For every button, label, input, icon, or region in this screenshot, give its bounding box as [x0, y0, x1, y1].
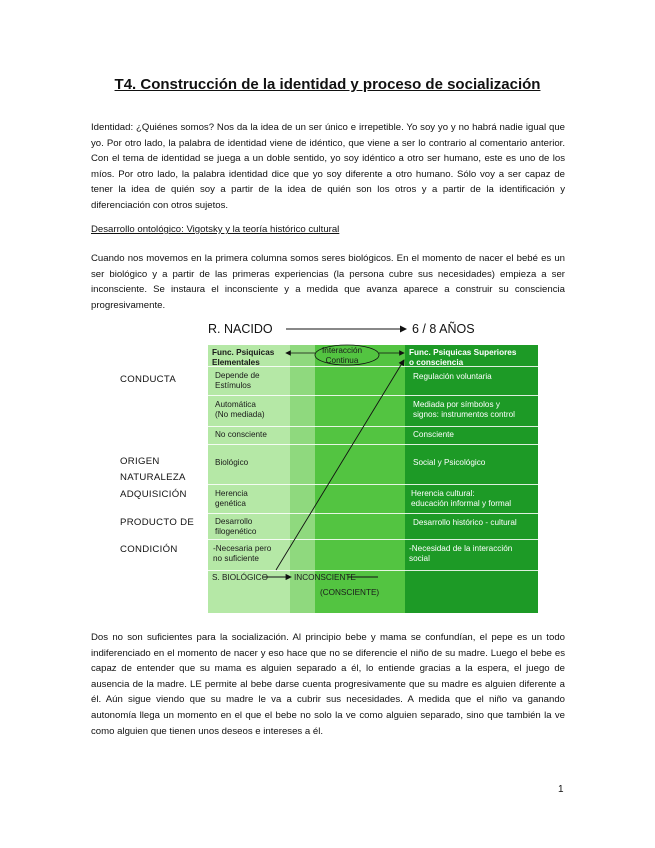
label-consciente: (CONSCIENTE) — [320, 588, 380, 597]
header-interaccion-continua: Interacción Continua — [322, 346, 363, 365]
cell-elementales-condicion: -Necesaria pero no suficiente — [213, 544, 272, 563]
cell-superiores-conducta: Regulación voluntaria — [413, 372, 492, 381]
header-funciones-elementales: Func. Psiquicas Elementales — [212, 348, 275, 367]
label-6-8-anos: 6 / 8 AÑOS — [412, 322, 475, 336]
header-funciones-superiores: Func. Psiquicas Superiores o consciencia — [409, 348, 517, 367]
cell-elementales-origen: Biológico — [215, 458, 249, 467]
oval-interaccion — [315, 345, 379, 365]
row-label-origen: ORIGEN — [120, 456, 160, 467]
development-diagram — [116, 320, 540, 615]
section-subheading: Desarrollo ontológico: Vigotsky y la teoría histórico cultural — [91, 224, 340, 235]
cell-elementales-mediacion: Automática (No mediada) — [215, 400, 265, 419]
cell-superiores-condicion: -Necesidad de la interacción social — [409, 544, 513, 563]
cell-elementales-producto: Desarrollo filogenético — [215, 517, 257, 536]
label-inconsciente: INCONSCIENTE — [294, 573, 356, 582]
cell-superiores-consciencia: Consciente — [413, 430, 454, 439]
cell-superiores-adquisicion: Herencia cultural: educación informal y formal — [411, 489, 512, 508]
page-title: T4. Construcción de la identidad y proceso de socialización — [114, 76, 541, 93]
cell-elementales-consciencia: No consciente — [215, 430, 267, 439]
label-ser-biologico: S. BIOLÓGICO — [212, 573, 268, 582]
cell-superiores-producto: Desarrollo histórico - cultural — [413, 518, 517, 527]
row-label-condicion: CONDICIÓN — [120, 544, 178, 555]
paragraph-desarrollo: Cuando nos movemos en la primera columna somos seres biológicos. En el momento de nacer el bebé es un ser biológico y a partir de las primeras experiencias (la persona cubre sus necesidades) empieza a ser inconsciente. Se instaura el inconsciente y a medida que avanza aparece a construir su consciencia progresivamente. — [91, 253, 565, 311]
cell-superiores-origen: Social y Psicológico — [413, 458, 486, 467]
label-recien-nacido: R. NACIDO — [208, 322, 273, 336]
arrow-diagonal — [276, 360, 404, 570]
cell-superiores-mediacion: Mediada por símbolos y signos: instrumentos control — [413, 400, 515, 419]
row-label-adquisicion: ADQUISICIÓN — [120, 489, 187, 500]
row-label-naturaleza: NATURALEZA — [120, 472, 186, 483]
row-label-conducta: CONDUCTA — [120, 374, 177, 385]
paragraph-socializacion: Dos no son suficientes para la socialización. Al principio bebe y mama se confundían, el pepe es un todo indiferenciado en el momento de nacer y eso hace que no se diferencie el niño de su madre. Luego el bebe es capaz de entender que su mama es alguien separado a él, lo entiende gracias a la espera, el juego de ausencia de la madre. LE permite al bebe darse cuenta progresivamente que su madre es alguien diferente a él. Aún sigue viendo que su madre le va a cubrir sus necesidades. A medida que el niño va ganando autonomía llega un momento en el que el bebe no solo la ve como alguien separado, sino que también la ve como alguien que tienen unos deseos e intereses a él. — [91, 632, 565, 737]
page-number: 1 — [558, 784, 564, 795]
cell-elementales-conducta: Depende de Estímulos — [215, 371, 260, 390]
paragraph-identidad: Identidad: ¿Quiénes somos? Nos da la idea de un ser único e irrepetible. Yo soy yo y no habrá nadie igual que yo. Por otro lado, la palabra de identidad viene de idéntico, que viene a ser lo contrario al comentario anterior. Con el tema de identidad se juega a un doble sentido, yo soy idéntico a otro ser humano, este es uno de los míos. Por otro lado, la palabra identidad dice que yo soy diferente a otro humano. Sólo voy a ser capaz de tener la idea de quién soy a partir de la idea de quién son los otros y a partir de la identificación y diferenciación con otros sujetos. — [91, 122, 565, 211]
cell-elementales-adquisicion: Herencia genética — [215, 489, 248, 508]
row-label-producto: PRODUCTO DE — [120, 517, 195, 528]
diagram-arrows — [116, 320, 540, 615]
